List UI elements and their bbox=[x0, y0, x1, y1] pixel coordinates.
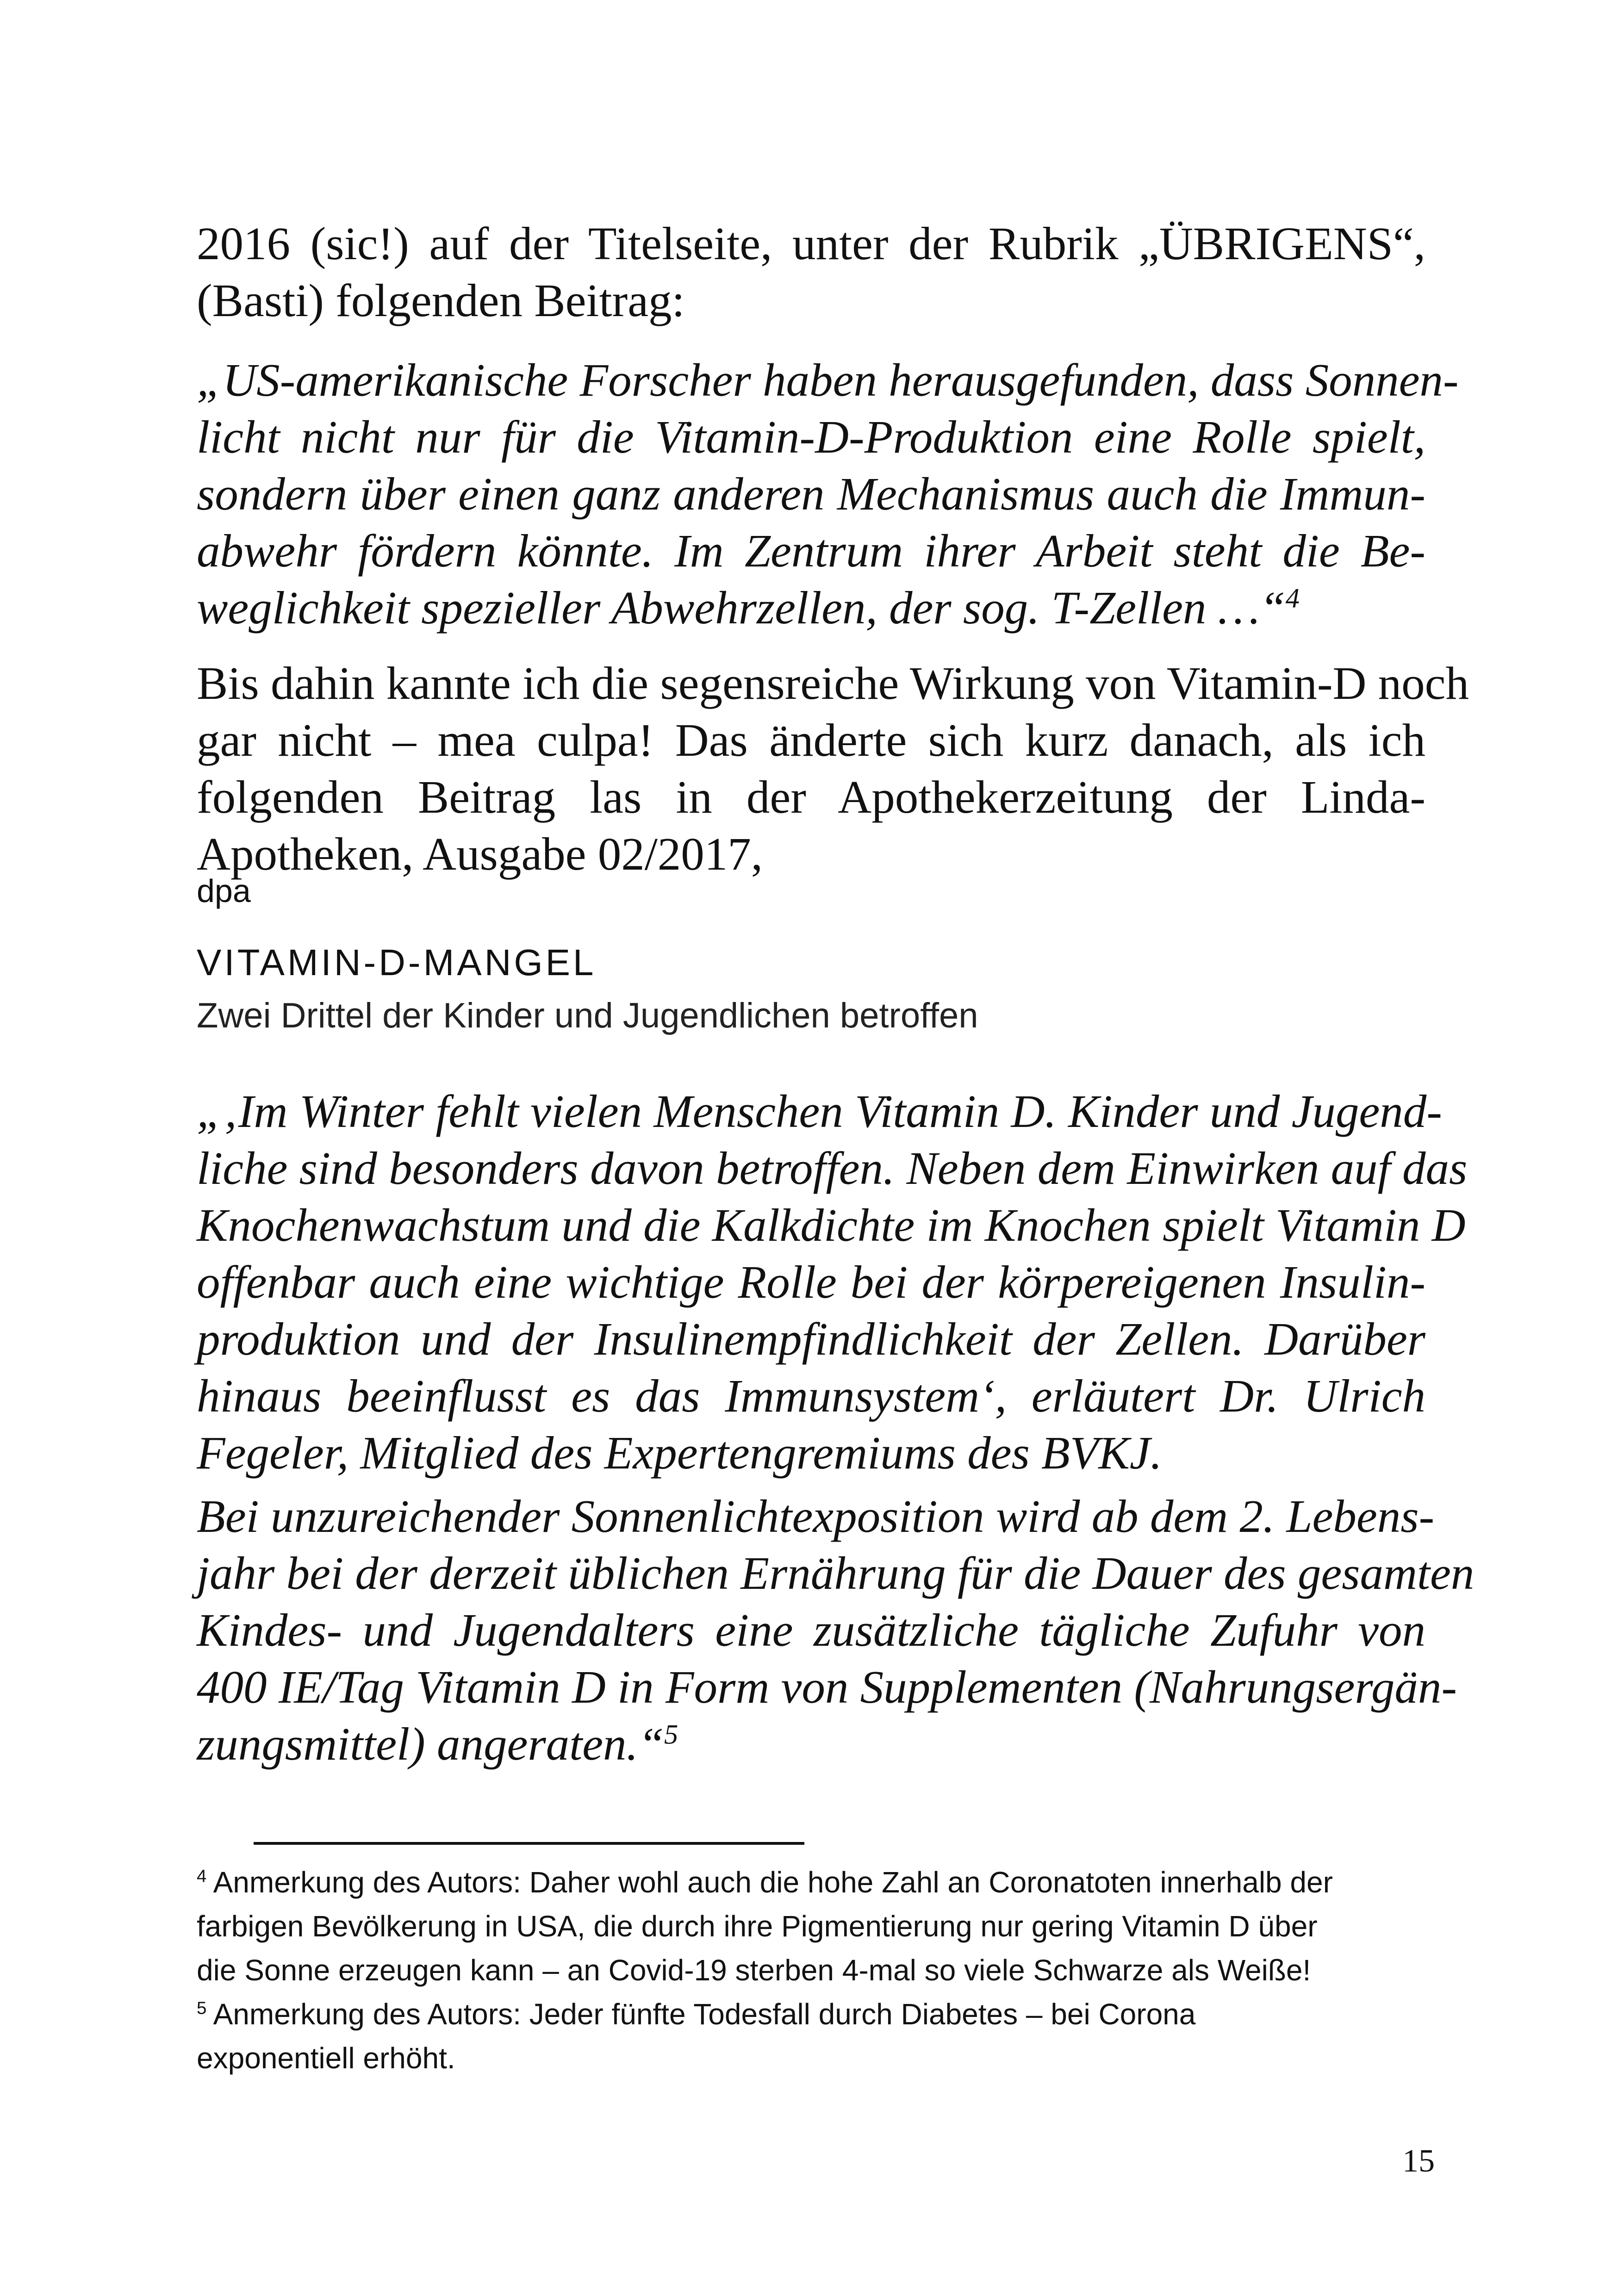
text-line: 400 IE/Tag Vitamin D in Form von Supplementen (Nahrungsergän- bbox=[197, 1661, 1457, 1713]
text-line: „‚Im Winter fehlt vielen Menschen Vitamin D. Kinder und Jugend- bbox=[197, 1085, 1442, 1137]
text-line: Knochenwachstum und die Kalkdichte im Knochen spielt Vitamin D bbox=[197, 1199, 1466, 1251]
footnote-line bbox=[197, 1860, 1425, 1904]
quote-1 bbox=[197, 352, 1459, 636]
source-label: dpa bbox=[197, 873, 251, 909]
page-number: 15 bbox=[1402, 2143, 1435, 2179]
paragraph-2 bbox=[197, 655, 1469, 883]
text-line: abwehr fördern könnte. Im Zentrum ihrer Arbeit steht die Be- bbox=[197, 525, 1425, 577]
intro-paragraph bbox=[197, 215, 1425, 329]
article-subheading: Zwei Drittel der Kinder und Jugendlichen betroffen bbox=[197, 996, 978, 1035]
footnote-number: 4 bbox=[197, 1866, 207, 1886]
text-line: 2016 (sic!) auf der Titelseite, unter der Rubrik „ÜBRIGENS“, bbox=[197, 218, 1425, 269]
text-line: Bei unzureichender Sonnenlichtexposition wird ab dem 2. Lebens- bbox=[197, 1490, 1435, 1542]
text-line bbox=[197, 1716, 1425, 1773]
footnote-divider bbox=[254, 1842, 804, 1845]
footnote-text: Anmerkung des Autors: Jeder fünfte Todesfall durch Diabetes – bei Corona bbox=[213, 1997, 1196, 2031]
quote-3 bbox=[197, 1488, 1475, 1773]
quote-2 bbox=[197, 1083, 1468, 1481]
text-line: produktion und der Insulinempfindlichkeit der Zellen. Darüber bbox=[197, 1313, 1425, 1365]
text-line: hinaus beeinflusst es das Immunsystem‘, erläutert Dr. Ulrich bbox=[197, 1370, 1425, 1422]
text-line: gar nicht – mea culpa! Das änderte sich kurz danach, als ich bbox=[197, 714, 1425, 766]
footnote-ref-4: 4 bbox=[1285, 583, 1300, 614]
text-line bbox=[197, 579, 1425, 636]
footnote-text: Anmerkung des Autors: Daher wohl auch die hohe Zahl an Coronatoten innerhalb der bbox=[213, 1866, 1333, 1899]
text-line: offenbar auch eine wichtige Rolle bei der körpereigenen Insulin- bbox=[197, 1256, 1425, 1308]
text-line: Apotheken, Ausgabe 02/2017, bbox=[197, 828, 763, 880]
text-line: folgenden Beitrag las in der Apothekerzeitung der Linda- bbox=[197, 771, 1425, 823]
text-line: jahr bei der derzeit üblichen Ernährung für die Dauer des gesamten bbox=[197, 1547, 1475, 1599]
article-heading: VITAMIN-D-MANGEL bbox=[197, 942, 597, 983]
footnote-5 bbox=[197, 1992, 1425, 2080]
footnote-4 bbox=[197, 1860, 1425, 1992]
footnote-line: exponentiell erhöht. bbox=[197, 2041, 455, 2075]
footnote-line: farbigen Bevölkerung in USA, die durch ihre Pigmentierung nur gering Vitamin D über bbox=[197, 1910, 1318, 1943]
footnote-line: die Sonne erzeugen kann – an Covid-19 sterben 4-mal so viele Schwarze als Weiße! bbox=[197, 1954, 1311, 1987]
footnote-ref-5: 5 bbox=[664, 1719, 678, 1750]
quote-text: weglichkeit spezieller Abwehrzellen, der sog. T-Zellen …“ bbox=[197, 582, 1286, 634]
text-line: Fegeler, Mitglied des Expertengremiums des BVKJ. bbox=[197, 1427, 1162, 1479]
quote-text: zungsmittel) angeraten.“ bbox=[197, 1718, 664, 1770]
text-line: sondern über einen ganz anderen Mechanismus auch die Immun- bbox=[197, 468, 1425, 520]
text-line: (Basti) folgenden Beitrag: bbox=[197, 274, 685, 326]
text-line: Kindes- und Jugendalters eine zusätzliche tägliche Zufuhr von bbox=[197, 1604, 1425, 1656]
text-line: licht nicht nur für die Vitamin-D-Produktion eine Rolle spielt, bbox=[197, 411, 1425, 463]
text-line: liche sind besonders davon betroffen. Neben dem Einwirken auf das bbox=[197, 1142, 1468, 1194]
text-line: „US-amerikanische Forscher haben herausgefunden, dass Sonnen- bbox=[197, 354, 1459, 406]
footnote-number: 5 bbox=[197, 1998, 207, 2018]
footnote-line bbox=[197, 1992, 1425, 2036]
footnotes bbox=[197, 1860, 1425, 2080]
text-line: Bis dahin kannte ich die segensreiche Wirkung von Vitamin-D noch bbox=[197, 657, 1469, 709]
